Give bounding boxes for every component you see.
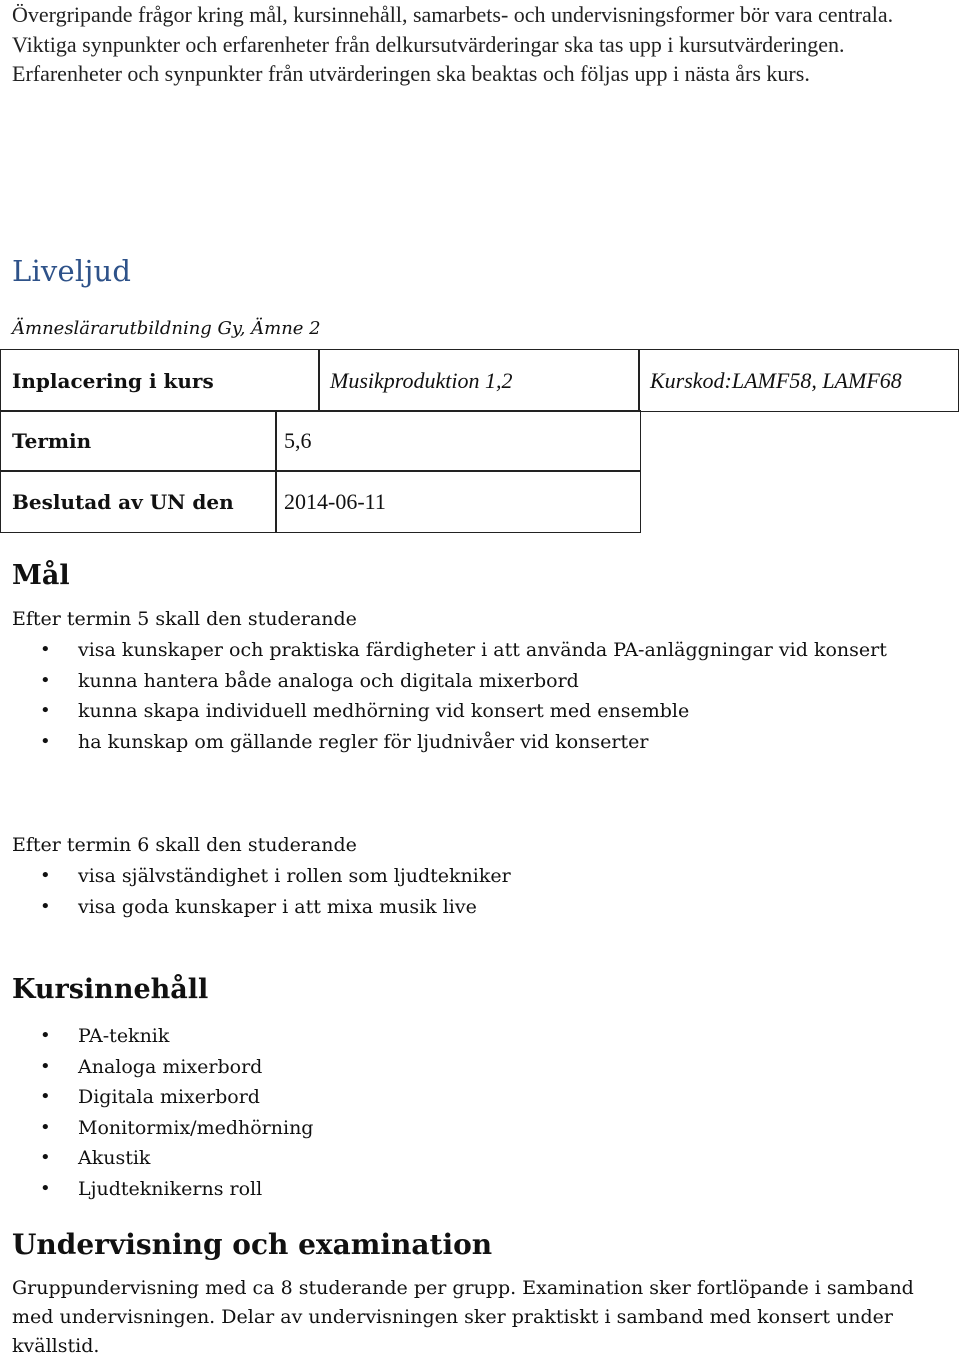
list-item: • kunna skapa individuell medhörning vid konsert med ensemble	[0, 696, 898, 727]
list-item: • Akustik	[0, 1143, 898, 1174]
list-item: • ha kunskap om gällande regler för ljudnivåer vid konserter	[0, 727, 898, 758]
list-item: • Digitala mixerbord	[0, 1082, 898, 1113]
list-item: • kunna hantera både analoga och digitala mixerbord	[0, 666, 898, 697]
list-item: • visa självständighet i rollen som ljudtekniker	[0, 861, 898, 892]
content-list	[0, 1021, 898, 1204]
list-item: • Ljudteknikerns roll	[0, 1174, 898, 1205]
list-item: • Monitormix/medhörning	[0, 1113, 898, 1144]
placement-label: Inplacering i kurs	[0, 349, 320, 412]
term5-goal-list	[0, 635, 898, 757]
term5-intro: Efter termin 5 skall den studerande	[12, 608, 357, 630]
term6-intro: Efter termin 6 skall den studerande	[12, 834, 357, 856]
list-item: • visa kunskaper och praktiska färdigheter i att använda PA-anläggningar vid konsert	[0, 635, 898, 666]
course-subtitle: Ämneslärarutbildning Gy, Ämne 2	[12, 318, 321, 339]
teaching-paragraph: Gruppundervisning med ca 8 studerande per grupp. Examination sker fortlöpande i samband med undervisningen. Delar av undervisningen sker praktiskt i samband med konsert under kvällstid.	[12, 1277, 914, 1357]
term-label: Termin	[0, 410, 277, 472]
intro-paragraph: Övergripande frågor kring mål, kursinnehåll, samarbets- och undervisningsformer bör vara centrala. Viktiga synpunkter och erfarenheter från delkursutvärderingar ska tas upp i kursutvärderingen. Erfarenheter och synpunkter från utvärderingen ska beaktas och följas upp i nästa års kurs.	[12, 2, 894, 86]
list-item: • PA-teknik	[0, 1021, 898, 1052]
term-value: 5,6	[275, 410, 641, 472]
decided-label: Beslutad av UN den	[0, 470, 277, 533]
content-heading: Kursinnehåll	[12, 974, 209, 1005]
list-item: • visa goda kunskaper i att mixa musik live	[0, 892, 898, 923]
goals-heading: Mål	[12, 560, 70, 591]
teaching-heading: Undervisning och examination	[12, 1228, 493, 1261]
decided-value: 2014-06-11	[275, 470, 641, 533]
list-item: • Analoga mixerbord	[0, 1052, 898, 1083]
term6-goal-list	[0, 861, 898, 922]
placement-value: Musikproduktion 1,2	[318, 349, 640, 412]
course-code: Kurskod:LAMF58, LAMF68	[638, 349, 959, 412]
course-title: Liveljud	[12, 254, 132, 288]
